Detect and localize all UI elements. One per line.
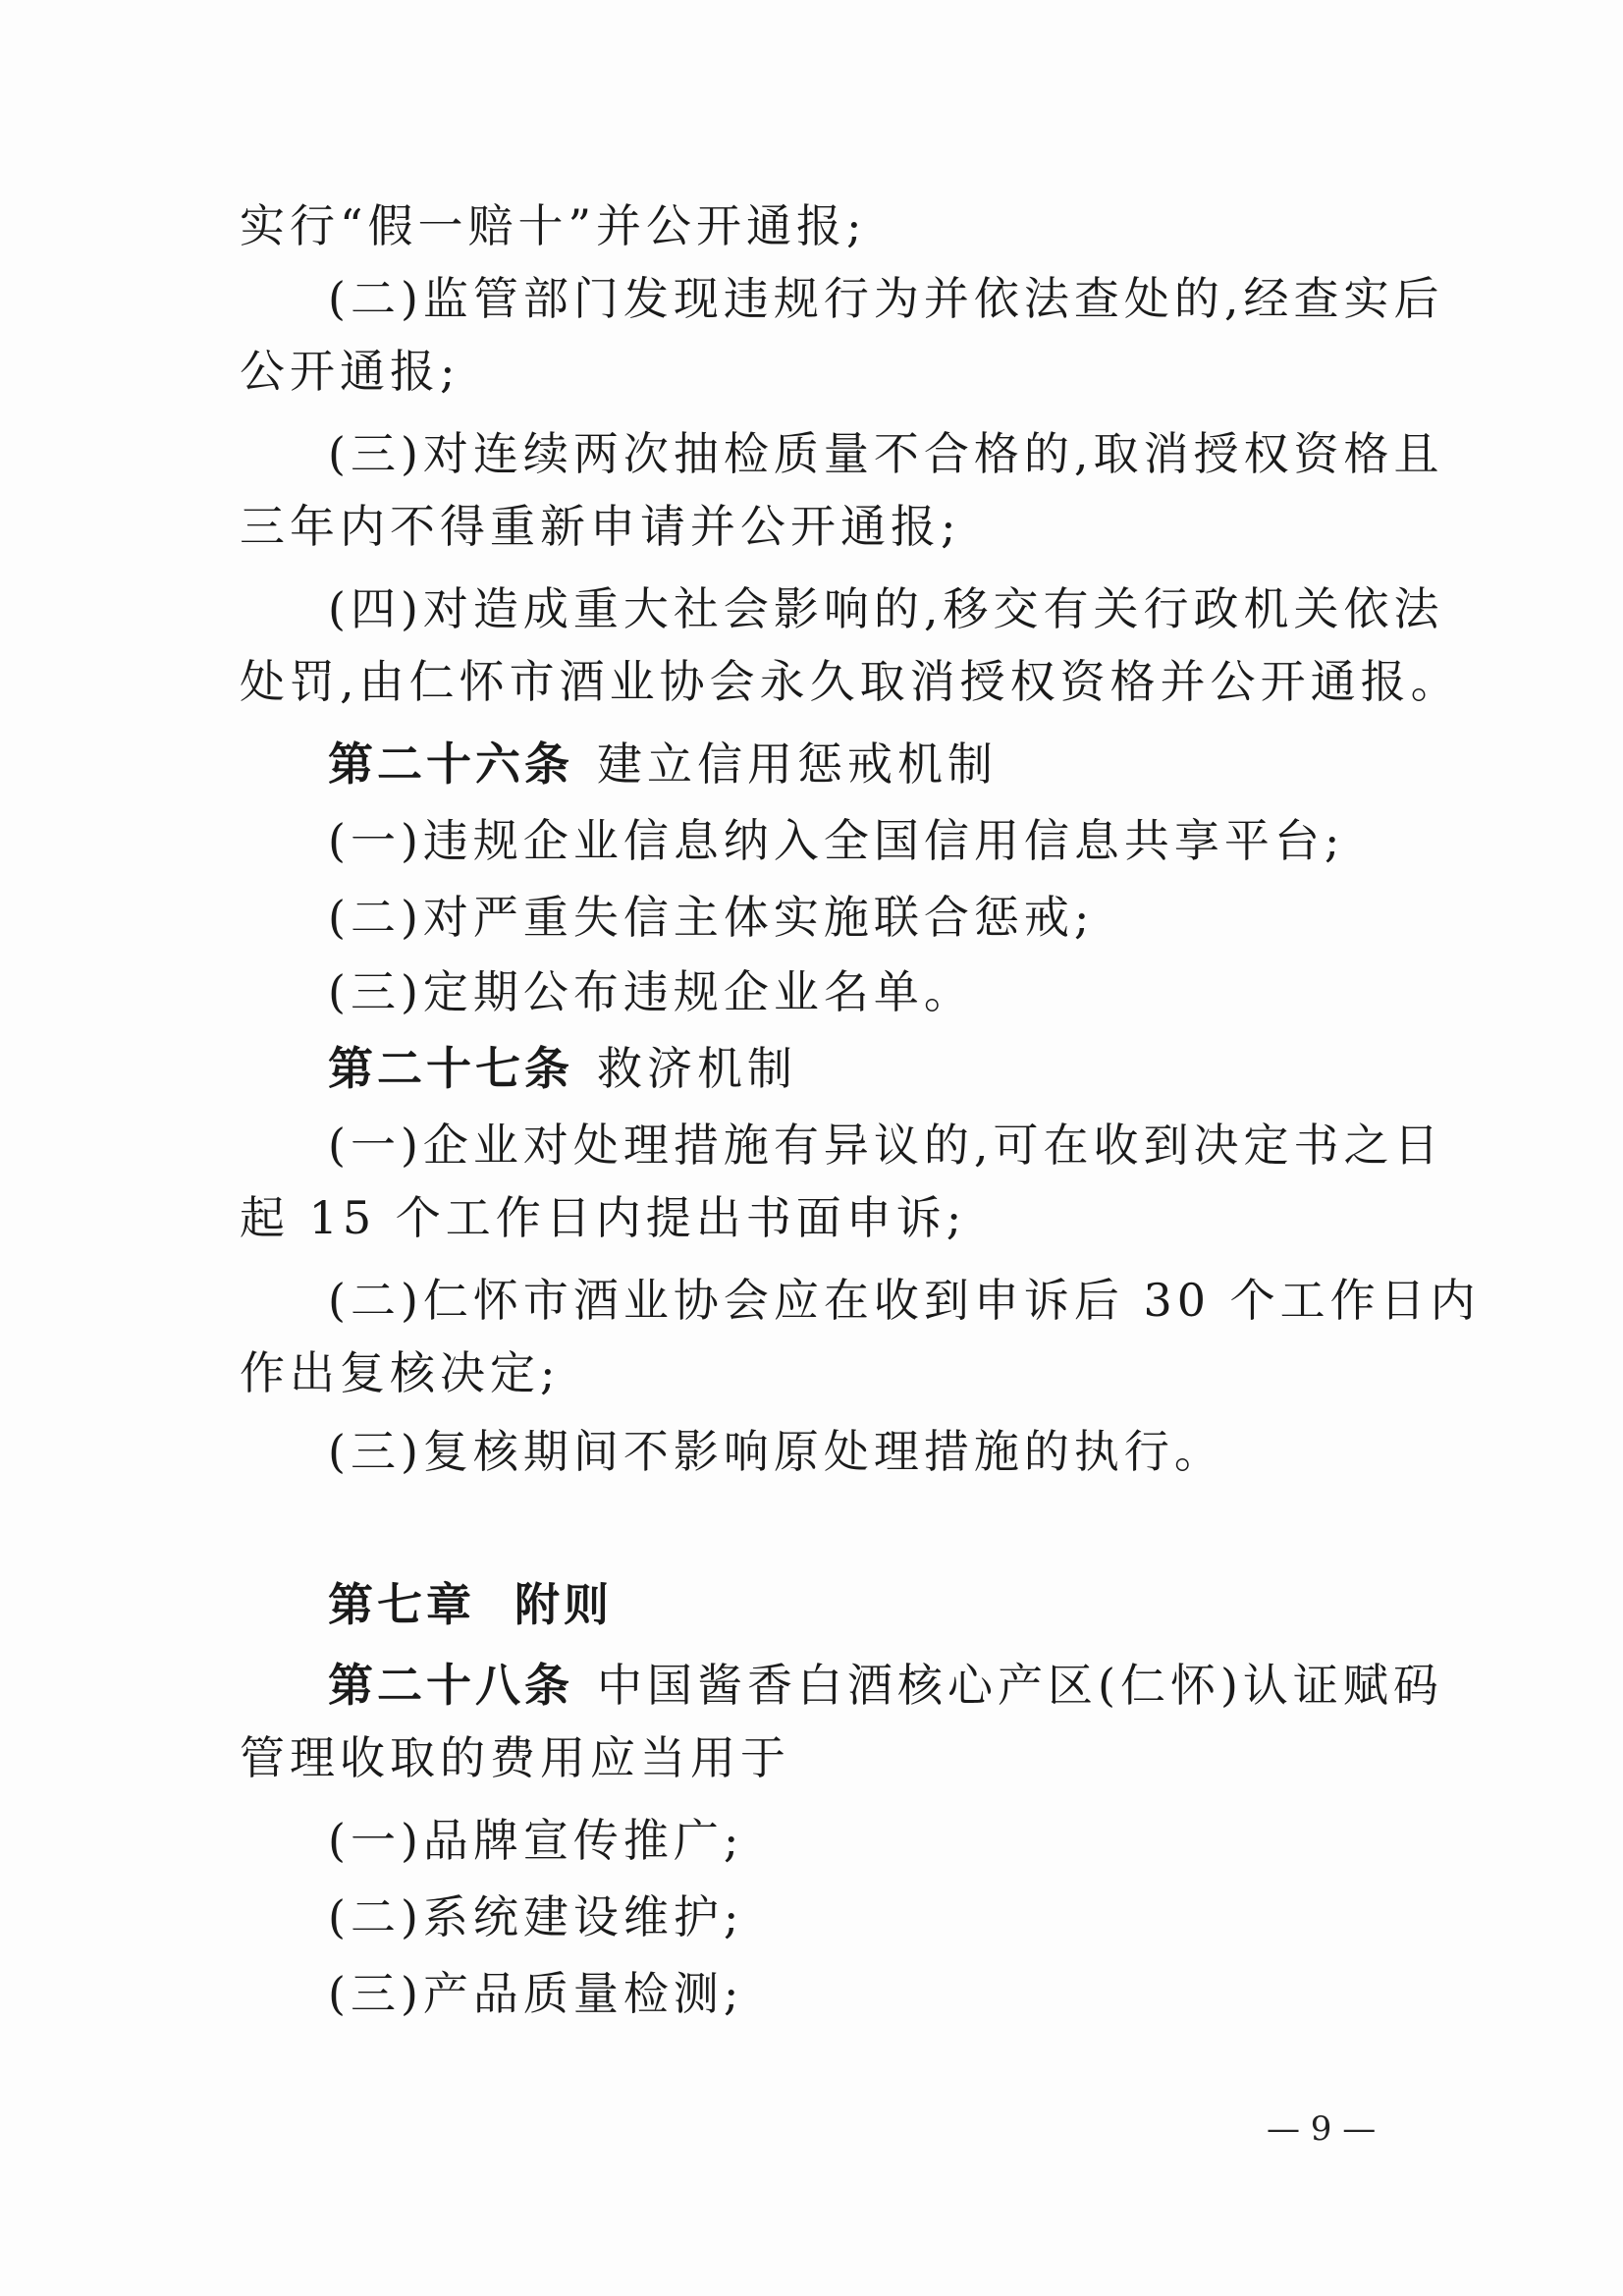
list-item: (二)监管部门发现违规行为并依法查处的,经查实后 (328, 272, 1444, 325)
list-item: (一)违规企业信息纳入全国信用信息共享平台; (328, 814, 1345, 867)
list-item: (三)对连续两次抽检质量不合格的,取消授权资格且 (328, 427, 1444, 480)
list-item: (四)对造成重大社会影响的,移交有关行政机关依法 (328, 582, 1444, 635)
article-28-title: 第二十八条 (328, 1659, 573, 1712)
article-27-title: 第二十七条 (328, 1042, 573, 1095)
chapter-heading: 第七章 附则 (328, 1578, 614, 1631)
article-28-body: 中国酱香白酒核心产区(仁怀)认证赋码 (597, 1659, 1443, 1712)
page-number: — 9 — (1267, 2109, 1377, 2149)
list-item: (二)仁怀市酒业协会应在收到申诉后 30 个工作日内 (328, 1274, 1481, 1327)
list-item: (一)企业对处理措施有异议的,可在收到决定书之日 (328, 1119, 1444, 1172)
list-item: (三)定期公布违规企业名单。 (328, 965, 974, 1018)
text-line: 处罚,由仁怀市酒业协会永久取消授权资格并公开通报。 (240, 655, 1461, 708)
text-line: 实行“假一赔十”并公开通报; (240, 199, 867, 252)
article-28-heading (328, 1656, 1443, 1715)
list-item: (一)品牌宣传推广; (328, 1814, 744, 1867)
article-26-body: 建立信用惩戒机制 (597, 738, 998, 791)
text-line: 三年内不得重新申请并公开通报; (240, 500, 961, 553)
text-line: 作出复核决定; (240, 1346, 561, 1399)
text-line: 起 15 个工作日内提出书面申诉; (240, 1191, 967, 1244)
text-line: 管理收取的费用应当用于 (240, 1731, 790, 1784)
list-item: (二)系统建设维护; (328, 1890, 744, 1943)
list-item: (三)产品质量检测; (328, 1967, 744, 2020)
article-26-heading (328, 735, 998, 793)
list-item: (二)对严重失信主体实施联合惩戒; (328, 891, 1095, 944)
article-26-title: 第二十六条 (328, 738, 573, 791)
list-item: (三)复核期间不影响原处理措施的执行。 (328, 1425, 1224, 1478)
article-27-heading (328, 1039, 797, 1098)
article-27-body: 救济机制 (597, 1042, 797, 1095)
text-line: 公开通报; (240, 345, 460, 398)
